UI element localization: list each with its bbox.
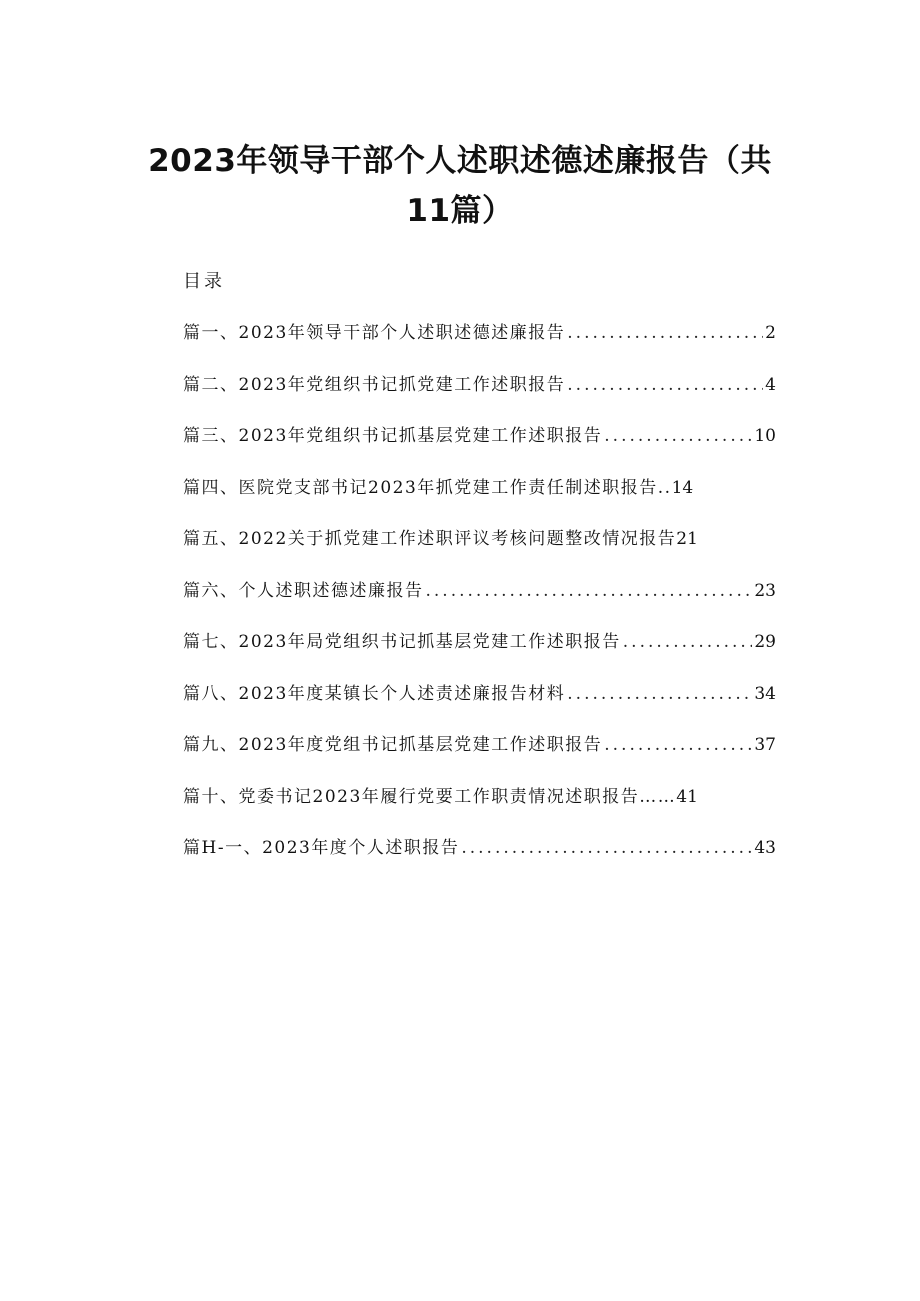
toc-dot-leader [567,679,752,709]
toc-entry-4[interactable] [183,473,776,525]
toc-page-number: 41 [676,786,698,807]
toc-entry-label: 篇七、2023年局党组织书记抓基层党建工作述职报告 [183,632,621,652]
toc-page-number: 43 [754,838,776,858]
toc-entry-label: 篇一、2023年领导干部个人述职述德述廉报告 [183,323,566,343]
toc-dot-leader [623,627,753,657]
toc-entry-label: 篇H-一、2023年度个人述职报告 [183,838,460,858]
toc-entry-2[interactable] [183,370,776,422]
document-title-line-1: 2023年领导干部个人述职述德述廉报告（共 [148,143,772,179]
toc-dot-leader [604,421,752,451]
toc-page-number: 34 [754,683,776,704]
toc-entry-5[interactable] [183,524,776,576]
toc-page-number: 23 [754,580,776,601]
toc-entry-10[interactable] [183,782,776,834]
toc-entry-label: 篇八、2023年度某镇长个人述责述廉报告材料 [183,683,566,704]
toc-entry-7[interactable] [183,627,776,679]
toc-entry-label: 篇十、党委书记2023年履行党要工作职责情况述职报告…… [183,786,677,807]
toc-page-number: 4 [765,374,776,395]
toc-heading: 目录 [183,271,225,292]
toc-entry-8[interactable] [183,679,776,731]
toc-page-number: 10 [754,426,776,446]
toc-dot-leader [567,370,763,400]
toc-entry-label: 篇三、2023年党组织书记抓基层党建工作述职报告 [183,426,603,446]
toc-page-number: 37 [754,735,776,755]
toc-dot-leader [567,318,763,348]
toc-dot-leader [426,576,753,606]
toc-page-number: 29 [754,632,776,652]
document-title-line-2: 11篇） [406,193,514,229]
toc-entry-6[interactable] [183,576,776,628]
toc-page-number: 21 [676,529,698,549]
toc-dot-leader [604,730,752,760]
toc-entry-label: 篇九、2023年度党组书记抓基层党建工作述职报告 [183,735,603,755]
toc-entry-label: 篇二、2023年党组织书记抓党建工作述职报告 [183,374,566,395]
toc-page-number: 14 [671,477,694,498]
table-of-contents [183,318,776,885]
toc-entry-3[interactable] [183,421,776,473]
toc-entry-9[interactable] [183,730,776,782]
toc-dot-leader [461,833,752,863]
toc-entry-label: 篇四、医院党支部书记2023年抓党建工作责任制述职报告.. [183,477,672,498]
toc-entry-label: 篇五、2022关于抓党建工作述职评议考核问题整改情况报告 [183,529,677,549]
toc-entry-11[interactable] [183,833,776,885]
toc-page-number: 2 [765,323,776,343]
toc-entry-label: 篇六、个人述职述德述廉报告 [183,580,424,601]
toc-entry-1[interactable] [183,318,776,370]
